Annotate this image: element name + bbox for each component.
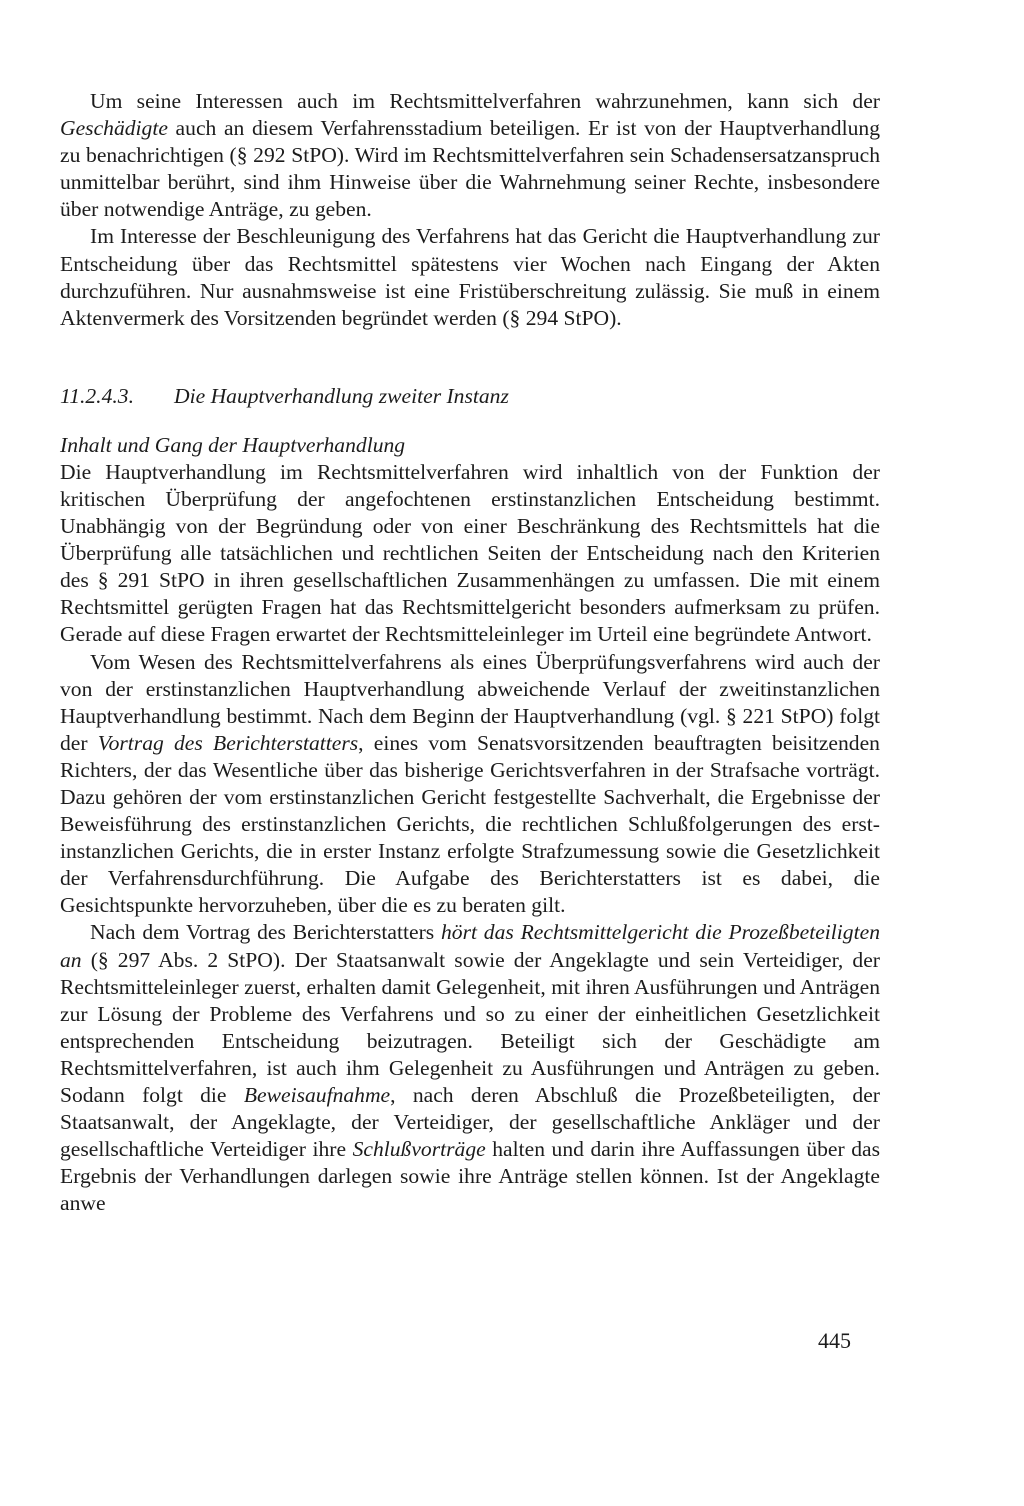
page-number: 445 bbox=[818, 1328, 851, 1353]
emphasis-text: Beweisaufnahme bbox=[243, 1083, 391, 1107]
emphasis-text: Geschädigte bbox=[60, 116, 168, 141]
paragraph-geschaedigter: Um seine Interessen auch im Rechtsmittelverfahren wahrzunehmen, kann sich der Geschädigte auch an diesem Verfahrensstadium beteiligen. Er ist von der Hauptverhandlung zu benachrichtigen (§ 292 StPO). Wird im Rechtsmittelverfahren sein Schadensersatzanspruch unmittelbar berührt, sind ihm Hinweise über die Wahrnehmung seiner Rechte, insbesondere über notwendige Anträge, zu geben. bbox=[60, 89, 880, 222]
paragraph-beschleunigung: Im Interesse der Beschleunigung des Verfahrens hat das Gericht die Hauptverhandlung zur Entscheidung über das Rechtsmittel spätestens vier Wochen nach Eingang der Akten durchzuführen. Nur ausnahmsweise ist eine Fristüberschreitung zulässig. Sie muß in einem Aktenvermerk des Vorsitzenden begründet werden (§ 294 StPO). bbox=[60, 224, 880, 330]
section-title: Die Hauptverhandlung zweiter Instanz bbox=[174, 383, 509, 408]
section-heading bbox=[60, 383, 880, 410]
paragraph-funktion: Die Hauptverhandlung im Rechtsmittelverfahren wird inhaltlich von der Funktion der kritischen Überprüfung der angefochtenen erstinstanzlichen Entscheidung bestimmt. Unabhängig von der Begründung oder von einer Beschränkung des Rechtsmittels hat die Überprüfung alle tatsächlichen und rechtlichen Seiten der Entscheidung nach den Kriterien des § 291 StPO in ihren gesellschaftlichen Zusammenhängen zu umfassen. Die mit einem Rechtsmittel gerügten Fragen hat das Rechtsmittelgericht besonders aufmerksam zu prüfen. Gerade auf diese Fragen erwartet der Rechtsmitteleinleger im Urteil eine begründete Antwort. bbox=[60, 459, 880, 647]
paragraph-verlauf: Vom Wesen des Rechtsmittelverfahrens als eines Überprüfungsverfahrens wird auch der von der erstinstanzlichen Hauptverhandlung abweichende Verlauf der zweitinstanzlichen Hauptverhandlung bestimmt. Nach dem Beginn der Hauptverhandlung (vgl. § 221 StPO) folgt der Vortrag des Berichterstatters, eines vom Senatsvorsitzenden beauftragten beisitzenden Richters, der das Wesentliche über das bisherige Gerichtsverfahren in der Strafsache vorträgt. Dazu gehören der vom erstinstanzlichen Gericht festgestellte Sachverhalt, die Ergebnisse der Beweisführung des erstinstanzlichen Gerichts, die rechtlichen Schlußfolgerungen des erstinstanzlichen Gerichts, die in erster Instanz erfolgte Strafzumessung sowie die Gesetzlichkeit der Verfahrensdurchführung. Die Aufgabe des Berichterstatters ist es dabei, die Gesichtspunkte hervorzuheben, über die es zu beraten gilt. bbox=[60, 649, 880, 918]
page-content bbox=[60, 88, 880, 1217]
emphasis-text: hört das Rechtsmittelgericht die Prozeßbeteiligten an bbox=[60, 920, 880, 972]
emphasis-text: Schlußvorträge bbox=[352, 1137, 486, 1162]
subsection-heading: Inhalt und Gang der Hauptverhandlung bbox=[60, 432, 406, 457]
emphasis-text: Vortrag des Berichterstatters bbox=[97, 730, 359, 755]
paragraph-anhoerung: Nach dem Vortrag des Berichterstatters hört das Rechtsmittelgericht die Prozeßbeteiligten an (§ 297 Abs. 2 StPO). Der Staatsanwalt sowie der Angeklagte und sein Verteidiger, der Rechtsmitteleinleger zuerst, erhalten damit Gelegenheit, mit ihren Ausführungen und Anträgen zur Lösung der Probleme des Verfahrens und so zu einer der einheitlichen Gesetzlichkeit entsprechenden Entscheidung beizutragen. Beteiligt sich der Geschädigte am Rechtsmittelverfahren, ist auch ihm Gelegenheit zu Ausführungen und Anträgen zu geben. Sodann folgt die Beweisaufnahme, nach deren Abschluß die Prozeßbeteiligten, der Staatsanwalt, der Angeklagte, der Verteidiger, der gesellschaftliche Ankläger und der gesellschaftliche Verteidiger ihre Schlußvorträge halten und darin ihre Auffassungen über das Ergebnis der Verhandlungen darlegen sowie ihre Anträge stellen können. Ist der Angeklagte anwe bbox=[60, 920, 880, 1216]
section-number: 11.2.4.3. bbox=[60, 383, 134, 408]
